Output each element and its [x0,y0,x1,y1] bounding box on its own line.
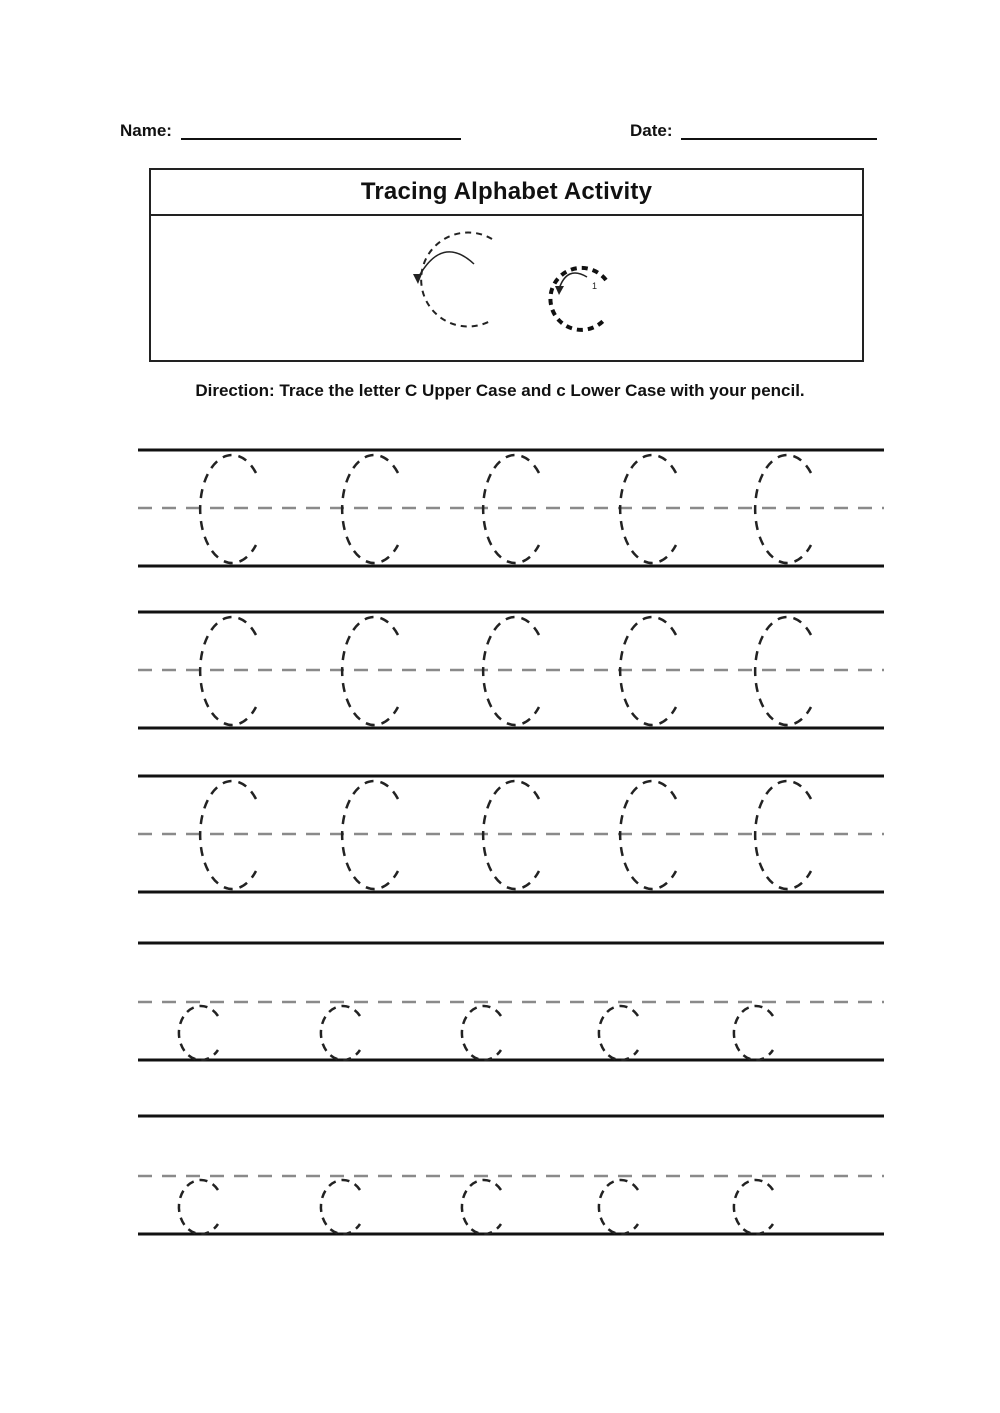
trace-lowercase-c [599,1006,638,1060]
trace-lowercase-c [734,1180,773,1234]
trace-lowercase-c [321,1180,360,1234]
trace-lowercase-c [462,1006,501,1060]
direction-text: Direction: Trace the letter C Upper Case and c Lower Case with your pencil. [195,381,805,400]
trace-lowercase-c [179,1180,218,1234]
name-label: Name: [120,121,172,140]
trace-lowercase-c [462,1180,501,1234]
activity-title: Tracing Alphabet Activity [360,178,653,205]
trace-lowercase-c [734,1006,773,1060]
example-stroke-number: 1 [592,281,598,291]
trace-lowercase-c [179,1006,218,1060]
trace-lowercase-c [321,1006,360,1060]
trace-lowercase-c [599,1180,638,1234]
date-label: Date: [630,121,673,140]
